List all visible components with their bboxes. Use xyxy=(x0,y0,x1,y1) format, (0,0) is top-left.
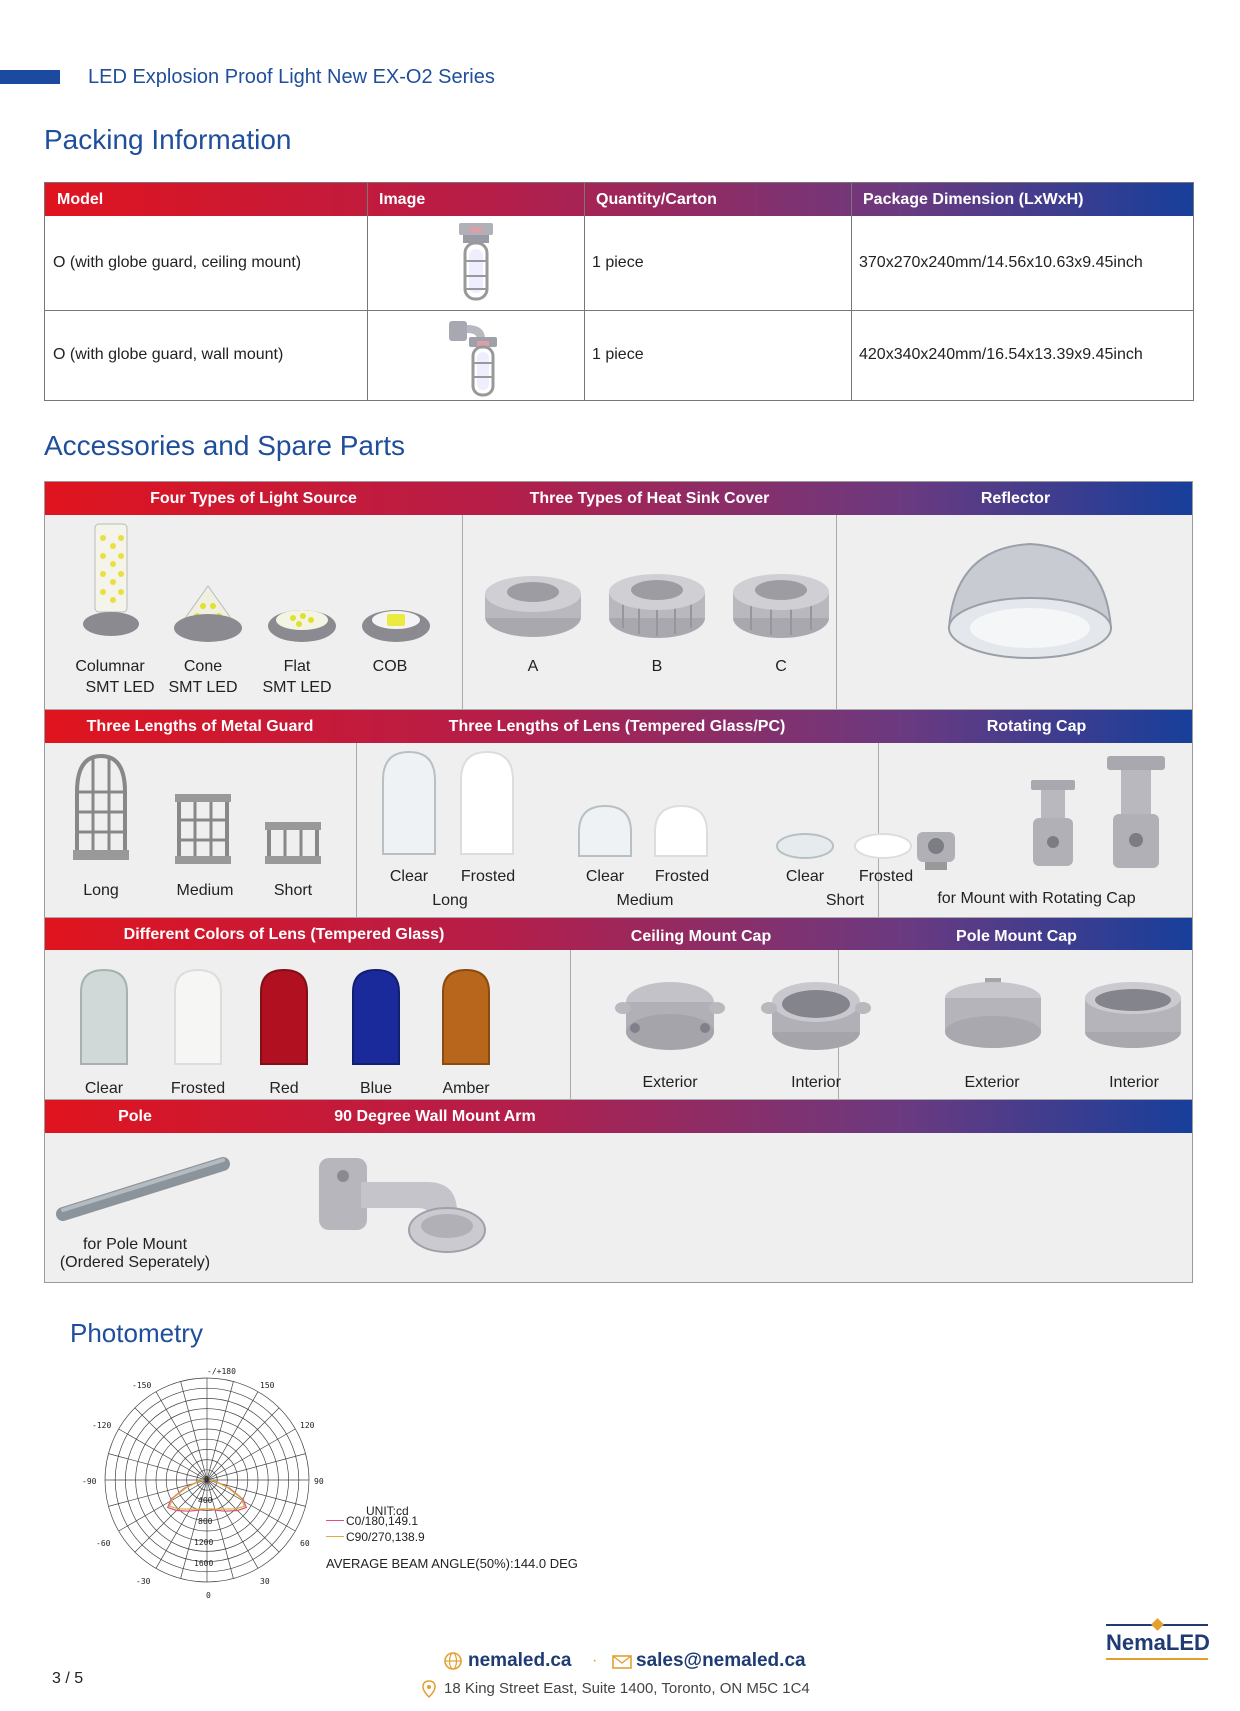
pole-cap-label: Interior xyxy=(1109,1074,1159,1091)
nemaled-logo: NemaLED xyxy=(1106,1620,1210,1660)
section-pole: Pole xyxy=(118,1108,152,1125)
band-row-4 xyxy=(45,1100,1192,1133)
pole-cap-label: Exterior xyxy=(964,1074,1020,1091)
packing-table xyxy=(44,182,1194,401)
flat-led-icon xyxy=(267,606,337,646)
header-accent-bar xyxy=(0,70,60,84)
legend-c90: C90/270,138.9 xyxy=(346,1530,425,1544)
globe-icon xyxy=(444,1652,462,1670)
heat-sink-a-icon xyxy=(483,572,583,642)
section-light-source: Four Types of Light Source xyxy=(150,490,357,507)
accessories-grid xyxy=(44,481,1193,1283)
guard-short-icon xyxy=(263,822,323,866)
reflector-icon xyxy=(945,538,1115,668)
section-heat-sink: Three Types of Heat Sink Cover xyxy=(529,490,770,507)
guard-long-icon xyxy=(71,752,131,864)
photometry-unit: UNIT:cd xyxy=(366,1504,409,1518)
lens-color-label: Amber xyxy=(442,1080,490,1097)
beam-angle: AVERAGE BEAM ANGLE(50%):144.0 DEG xyxy=(326,1556,578,1571)
lens-color-label: Blue xyxy=(359,1080,393,1097)
angle-label: -120 xyxy=(92,1421,112,1430)
rotating-cap-medium-icon xyxy=(1023,778,1083,874)
polar-spoke xyxy=(181,1382,207,1481)
guard-label: Short xyxy=(273,882,313,899)
lens-label: Frosted xyxy=(460,868,516,885)
heat-sink-label: C xyxy=(775,658,787,675)
ring-label: 800 xyxy=(198,1517,213,1526)
legend-swatch-c90 xyxy=(326,1536,344,1537)
lens-color-red-icon xyxy=(259,968,309,1068)
polar-spoke xyxy=(207,1454,306,1480)
lens-long-frosted-icon xyxy=(457,750,517,860)
light-source-label: Columnar xyxy=(75,658,145,675)
table-row: O (with globe guard, wall mount) xyxy=(53,346,284,363)
section-ceiling-cap: Ceiling Mount Cap xyxy=(630,928,772,945)
lens-length-label: Short xyxy=(825,892,865,909)
ceiling-cap-label: Exterior xyxy=(642,1074,698,1091)
legend-swatch-c0 xyxy=(326,1520,344,1521)
pole-label: (Ordered Seperately) xyxy=(59,1254,211,1271)
legend-c0: C0/180,149.1 xyxy=(346,1514,419,1528)
accessories-title: Accessories and Spare Parts xyxy=(44,430,406,461)
email-icon xyxy=(612,1655,632,1669)
angle-label: -60 xyxy=(96,1539,111,1548)
light-source-label: SMT LED xyxy=(168,679,238,696)
polar-spoke xyxy=(207,1480,295,1531)
rotating-cap-label: for Mount with Rotating Cap xyxy=(937,890,1136,907)
heat-sink-label: A xyxy=(527,658,539,675)
angle-label: -150 xyxy=(132,1381,152,1390)
rotating-cap-small-icon xyxy=(911,822,961,872)
lens-color-amber-icon xyxy=(441,968,491,1068)
pole-cap-interior-icon xyxy=(1081,978,1185,1058)
lens-label: Clear xyxy=(785,868,825,885)
lens-color-frosted-icon xyxy=(173,968,223,1068)
pole-cap-exterior-icon xyxy=(941,978,1045,1058)
section-metal-guard: Three Lengths of Metal Guard xyxy=(86,718,314,735)
section-reflector: Reflector xyxy=(980,490,1051,507)
polar-spoke xyxy=(207,1480,258,1568)
ring-label: 400 xyxy=(198,1496,213,1505)
polar-spoke xyxy=(109,1454,208,1480)
polar-spoke xyxy=(156,1392,207,1480)
photometry-title: Photometry xyxy=(70,1318,203,1348)
table-cell-dim: 370x270x240mm/14.56x10.63x9.45inch xyxy=(859,254,1143,271)
lens-color-label: Frosted xyxy=(170,1080,226,1097)
lens-color-label: Red xyxy=(269,1080,299,1097)
cone-led-icon xyxy=(173,584,243,646)
lens-long-clear-icon xyxy=(379,750,439,860)
pole-icon xyxy=(53,1154,233,1224)
angle-label: 60 xyxy=(300,1539,310,1548)
packing-title: Packing Information xyxy=(44,124,292,155)
pole-label: for Pole Mount xyxy=(82,1236,188,1253)
lens-short-clear-icon xyxy=(775,832,835,860)
lens-short-frosted-icon xyxy=(853,832,913,860)
ring-label: 0 xyxy=(204,1475,209,1484)
lens-color-blue-icon xyxy=(351,968,401,1068)
columnar-led-icon xyxy=(81,524,141,644)
heat-sink-c-icon xyxy=(731,568,831,642)
ceiling-mount-light-image xyxy=(451,221,501,306)
angle-label: -/+180 xyxy=(207,1367,236,1376)
light-source-label: SMT LED xyxy=(262,679,332,696)
ceiling-cap-interior-icon xyxy=(761,978,871,1058)
guard-medium-icon xyxy=(173,794,233,866)
angle-label: 30 xyxy=(260,1577,270,1586)
wall-arm-icon xyxy=(317,1152,487,1262)
section-lens: Three Lengths of Lens (Tempered Glass/PC) xyxy=(448,718,786,735)
ring-label: 1600 xyxy=(194,1559,214,1568)
table-row: O (with globe guard, ceiling mount) xyxy=(53,254,302,271)
polar-spoke xyxy=(119,1480,207,1531)
lens-label: Frosted xyxy=(858,868,914,885)
light-source-label: COB xyxy=(372,658,408,675)
address: 18 King Street East, Suite 1400, Toronto, ON M5C 1C4 xyxy=(444,1680,810,1697)
lens-length-label: Medium xyxy=(616,892,674,909)
light-source-label: Flat xyxy=(283,658,311,675)
light-source-label: Cone xyxy=(183,658,223,675)
polar-spoke xyxy=(207,1382,233,1481)
website-link[interactable]: nemaled.ca xyxy=(468,1650,572,1671)
section-rotating-cap: Rotating Cap xyxy=(986,718,1087,735)
heat-sink-label: B xyxy=(651,658,663,675)
document-title: LED Explosion Proof Light New EX-O2 Series xyxy=(88,66,495,88)
section-wall-arm: 90 Degree Wall Mount Arm xyxy=(334,1108,536,1125)
col-model: Model xyxy=(57,191,104,208)
footer-separator: · xyxy=(592,1652,598,1669)
lens-label: Clear xyxy=(389,868,429,885)
section-lens-colors: Different Colors of Lens (Tempered Glass) xyxy=(123,926,445,943)
angle-label: 0 xyxy=(206,1591,211,1600)
angle-label: 120 xyxy=(300,1421,315,1430)
table-cell-qty: 1 piece xyxy=(592,254,644,271)
lens-color-label: Clear xyxy=(84,1080,124,1097)
col-image: Image xyxy=(379,191,426,208)
rotating-cap-large-icon xyxy=(1101,754,1171,874)
polar-chart xyxy=(70,1360,370,1610)
lens-color-clear-icon xyxy=(79,968,129,1068)
angle-label: 150 xyxy=(260,1381,275,1390)
guard-label: Medium xyxy=(176,882,234,899)
table-cell-dim: 420x340x240mm/16.54x13.39x9.45inch xyxy=(859,346,1143,363)
lens-medium-frosted-icon xyxy=(651,804,711,860)
col-dimension: Package Dimension (LxWxH) xyxy=(863,191,1084,208)
guard-label: Long xyxy=(83,882,119,899)
wall-mount-light-image xyxy=(445,315,505,400)
angle-label: 90 xyxy=(314,1477,324,1486)
page-number: 3 / 5 xyxy=(52,1670,84,1687)
table-cell-qty: 1 piece xyxy=(592,346,644,363)
col-quantity: Quantity/Carton xyxy=(596,191,717,208)
ceiling-cap-exterior-icon xyxy=(615,978,725,1058)
cob-led-icon xyxy=(361,606,431,646)
lens-label: Frosted xyxy=(654,868,710,885)
polar-spoke xyxy=(207,1392,258,1480)
polar-spoke xyxy=(119,1429,207,1480)
location-pin-icon xyxy=(422,1680,436,1698)
lens-medium-clear-icon xyxy=(575,804,635,860)
polar-spoke xyxy=(207,1429,295,1480)
section-pole-cap: Pole Mount Cap xyxy=(956,928,1077,945)
ring-label: 1200 xyxy=(194,1538,214,1547)
lens-length-label: Long xyxy=(432,892,468,909)
angle-label: -90 xyxy=(82,1477,97,1486)
email-link[interactable]: sales@nemaled.ca xyxy=(636,1650,806,1671)
ceiling-cap-label: Interior xyxy=(791,1074,841,1091)
heat-sink-b-icon xyxy=(607,568,707,642)
angle-label: -30 xyxy=(136,1577,151,1586)
light-source-label: SMT LED xyxy=(85,679,155,696)
lens-label: Clear xyxy=(585,868,625,885)
